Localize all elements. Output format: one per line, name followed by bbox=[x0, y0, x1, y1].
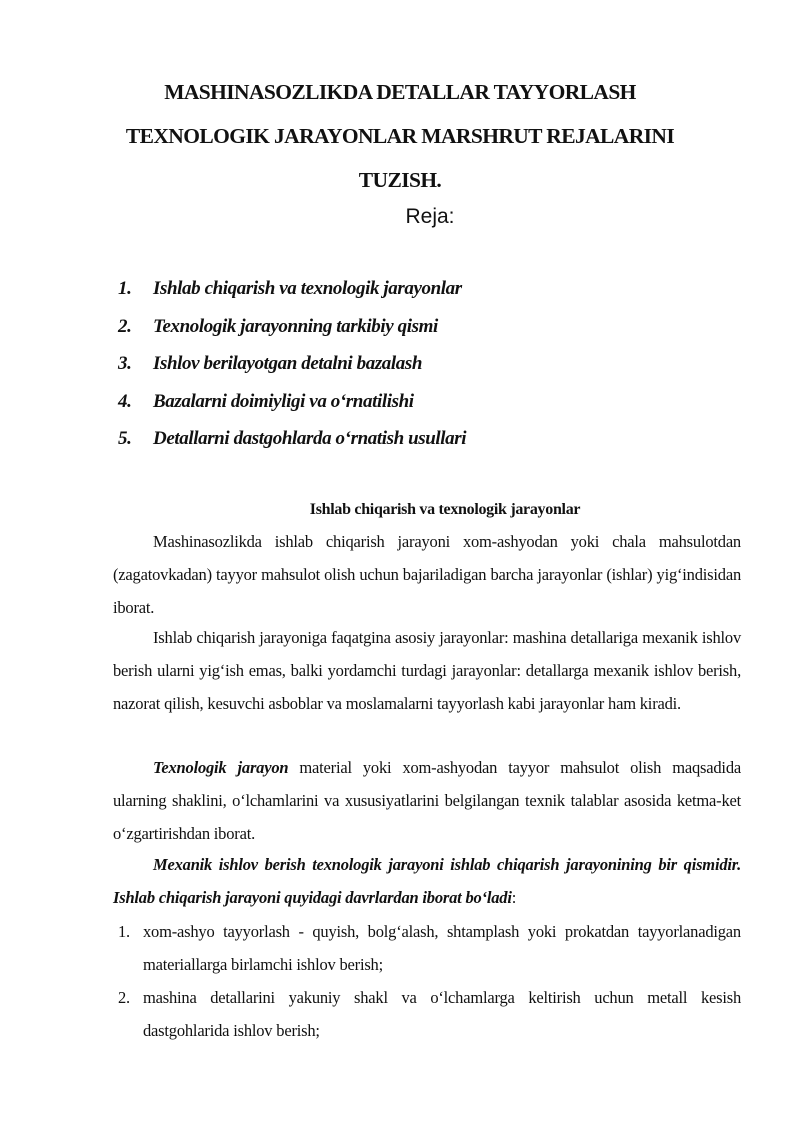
plan-list bbox=[118, 273, 466, 461]
plan-item bbox=[118, 348, 466, 386]
paragraph-4-colon: : bbox=[511, 888, 517, 907]
process-step-text: xom-ashyo tayyorlash - quyish, bolg‘alash, shtamplash yoki prokatdan tayyorlanadigan materiallarga birlamchi ishlov berish; bbox=[143, 922, 741, 974]
paragraph-3 bbox=[113, 751, 741, 850]
plan-item-text: Texnologik jarayonning tarkibiy qismi bbox=[153, 315, 438, 337]
plan-label: Reja: bbox=[405, 205, 455, 228]
plan-item-number: 2. bbox=[118, 315, 132, 337]
plan-item-text: Bazalarni doimiyligi va o‘rnatilishi bbox=[153, 390, 414, 412]
paragraph-2: Ishlab chiqarish jarayoniga faqatgina asosiy jarayonlar: mashina detallariga mexanik ishlov berish ularni yig‘ish emas, balki yordamchi turdagi jarayonlar: detallarga mexanik ishlov berish, nazorat qilish, kesuvchi asboblar va moslamalarni tayyorlash kabi jarayonlar ham kiradi. bbox=[113, 628, 741, 713]
section-heading: Ishlab chiqarish va texnologik jarayonlar bbox=[309, 501, 581, 518]
paragraph-3-text: material yoki xom-ashyodan tayyor mahsulot olish maqsadida ularning shaklini, o‘lchamlarini va xususiyatlarini belgilangan texnik talablar asosida ketma-ket o‘zgartirishdan iborat. bbox=[113, 758, 741, 843]
plan-item-text: Ishlab chiqarish va texnologik jarayonlar bbox=[153, 278, 462, 299]
paragraph-4-bold-text: Mexanik ishlov berish texnologik jarayoni ishlab chiqarish jarayonining bir qismidir. Ishlab chiqarish jarayoni quyidagi davrlardan iborat bo‘ladi bbox=[113, 855, 741, 907]
process-steps-list bbox=[113, 915, 741, 1047]
process-step-text: mashina detallarini yakuniy shakl va o‘lchamlarga keltirish uchun metall kesish dastgohlarida ishlov berish; bbox=[143, 988, 741, 1040]
plan-item-number: 1. bbox=[118, 278, 132, 299]
document-title-line-1: MASHINASOZLIKDA DETALLAR TAYYORLASH bbox=[164, 80, 636, 104]
plan-item bbox=[118, 386, 466, 424]
document-title-line-3: TUZISH. bbox=[358, 168, 442, 192]
paragraph-4 bbox=[113, 848, 741, 914]
plan-item-number: 5. bbox=[118, 428, 132, 449]
term-texnologik-jarayon: Texnologik jarayon bbox=[153, 758, 289, 777]
plan-item-number: 3. bbox=[118, 353, 132, 374]
plan-item-text: Detallarni dastgohlarda o‘rnatish usullari bbox=[153, 428, 467, 449]
process-step-number: 1. bbox=[118, 922, 130, 941]
paragraph-1: Mashinasozlikda ishlab chiqarish jarayoni xom-ashyodan yoki chala mahsulotdan (zagatovkadan) tayyor mahsulot olish uchun bajariladigan barcha jarayonlar (ishlar) yig‘indisidan iborat. bbox=[113, 532, 741, 617]
process-step bbox=[113, 915, 741, 981]
process-step-number: 2. bbox=[118, 988, 130, 1007]
plan-item bbox=[118, 273, 466, 311]
process-step bbox=[113, 981, 741, 1047]
plan-item-text: Ishlov berilayotgan detalni bazalash bbox=[153, 353, 423, 374]
plan-item-number: 4. bbox=[118, 390, 132, 412]
document-title-line-2: TEXNOLOGIK JARAYONLAR MARSHRUT REJALARINI bbox=[125, 124, 675, 148]
plan-item bbox=[118, 423, 466, 461]
plan-item bbox=[118, 311, 466, 349]
